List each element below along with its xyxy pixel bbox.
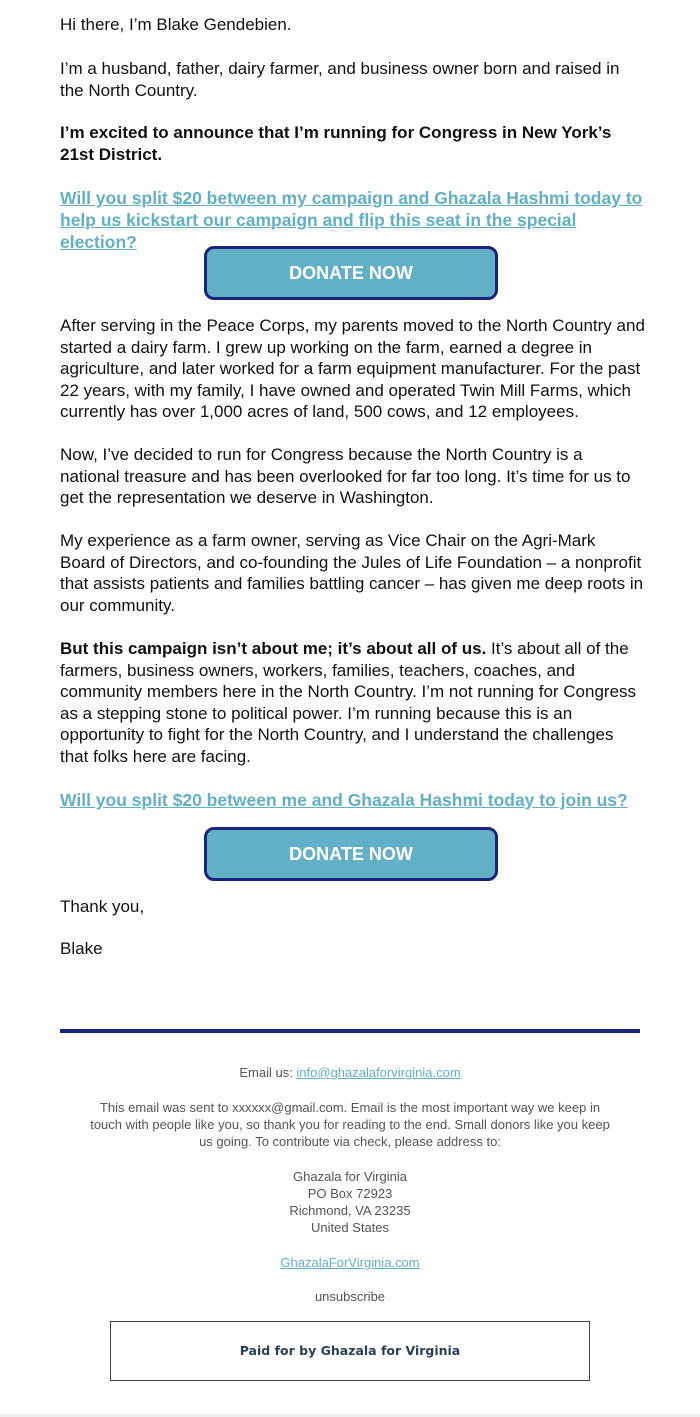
email-footer — [60, 1064, 640, 1305]
contact-line — [60, 1064, 640, 1081]
contact-email-link[interactable]: info@ghazalaforvirginia.com — [296, 1065, 461, 1080]
unsubscribe-link[interactable]: unsubscribe — [314, 1289, 386, 1304]
donation-ask-link[interactable]: Will you split $20 between my campaign and Ghazala Hashmi today to help us kickstart our campaign and flip this seat in the special election? — [60, 188, 643, 252]
address-po-box: PO Box 72923 — [307, 1186, 393, 1201]
greeting-text: Hi there, I’m Blake Gendebien. — [60, 15, 292, 34]
website-link[interactable]: GhazalaForVirginia.com — [280, 1255, 420, 1270]
paid-for-by-box: Paid for by Ghazala for Virginia — [110, 1321, 590, 1381]
sent-notice: This email was sent to xxxxxx@gmail.com. Email is the most important way we keep in touch with people like you, so thank you for reading to the end. Small donors like you keep us going. To contribute via check, please address to: — [90, 1100, 610, 1149]
address-city: Richmond, VA 23235 — [289, 1203, 411, 1218]
closing-thanks: Thank you, — [60, 897, 145, 916]
run-for-congress-paragraph: Now, I’ve decided to run for Congress because the North Country is a national treasure and has been overlooked for far too long. It’s time for us to get the representation we deserve in Washington. — [60, 445, 631, 508]
address-country: United States — [310, 1220, 390, 1235]
intro-paragraph: I’m a husband, father, dairy farmer, and business owner born and raised in the North Country. — [60, 59, 620, 100]
peace-corps-paragraph: After serving in the Peace Corps, my parents moved to the North Country and started a dairy farm. I grew up working on the farm, earned a degree in agriculture, and later worked for a farm equipment manufacturer. For the past 22 years, with my family, I have owned and operated Twin Mill Farms, which currently has over 1,000 acres of land, 500 cows, and 12 employees. — [60, 316, 645, 422]
donate-now-button-2[interactable]: DONATE NOW — [204, 827, 498, 881]
donation-ask-link-2[interactable]: Will you split $20 between me and Ghazala Hashmi today to join us? — [60, 790, 628, 810]
signature: Blake — [60, 939, 103, 958]
email-label: Email us: — [239, 1065, 297, 1080]
campaign-bold-text: But this campaign isn’t about me; it’s about all of us. — [60, 639, 487, 658]
website-line — [60, 1254, 640, 1271]
experience-paragraph: My experience as a farm owner, serving as Vice Chair on the Agri-Mark Board of Directors, and co-founding the Jules of Life Foundation – a nonprofit that assists patients and families battling cancer – has given me deep roots in our community. — [60, 531, 644, 615]
campaign-rest-text: It’s about all of the farmers, business owners, workers, families, teachers, coaches, and community members here in the North Country. I’m not running for Congress as a stepping stone to political power. I’m running because this is an opportunity to fight for the North Country, and I understand the challenges that folks here are facing. — [60, 639, 637, 766]
footer-divider — [60, 1029, 640, 1033]
campaign-paragraph — [60, 638, 645, 768]
address-name: Ghazala for Virginia — [293, 1169, 407, 1184]
mailing-address — [60, 1168, 640, 1236]
donate-now-button[interactable]: DONATE NOW — [204, 246, 498, 300]
announcement-paragraph: I’m excited to announce that I’m running for Congress in New York’s 21st District. — [60, 123, 612, 164]
